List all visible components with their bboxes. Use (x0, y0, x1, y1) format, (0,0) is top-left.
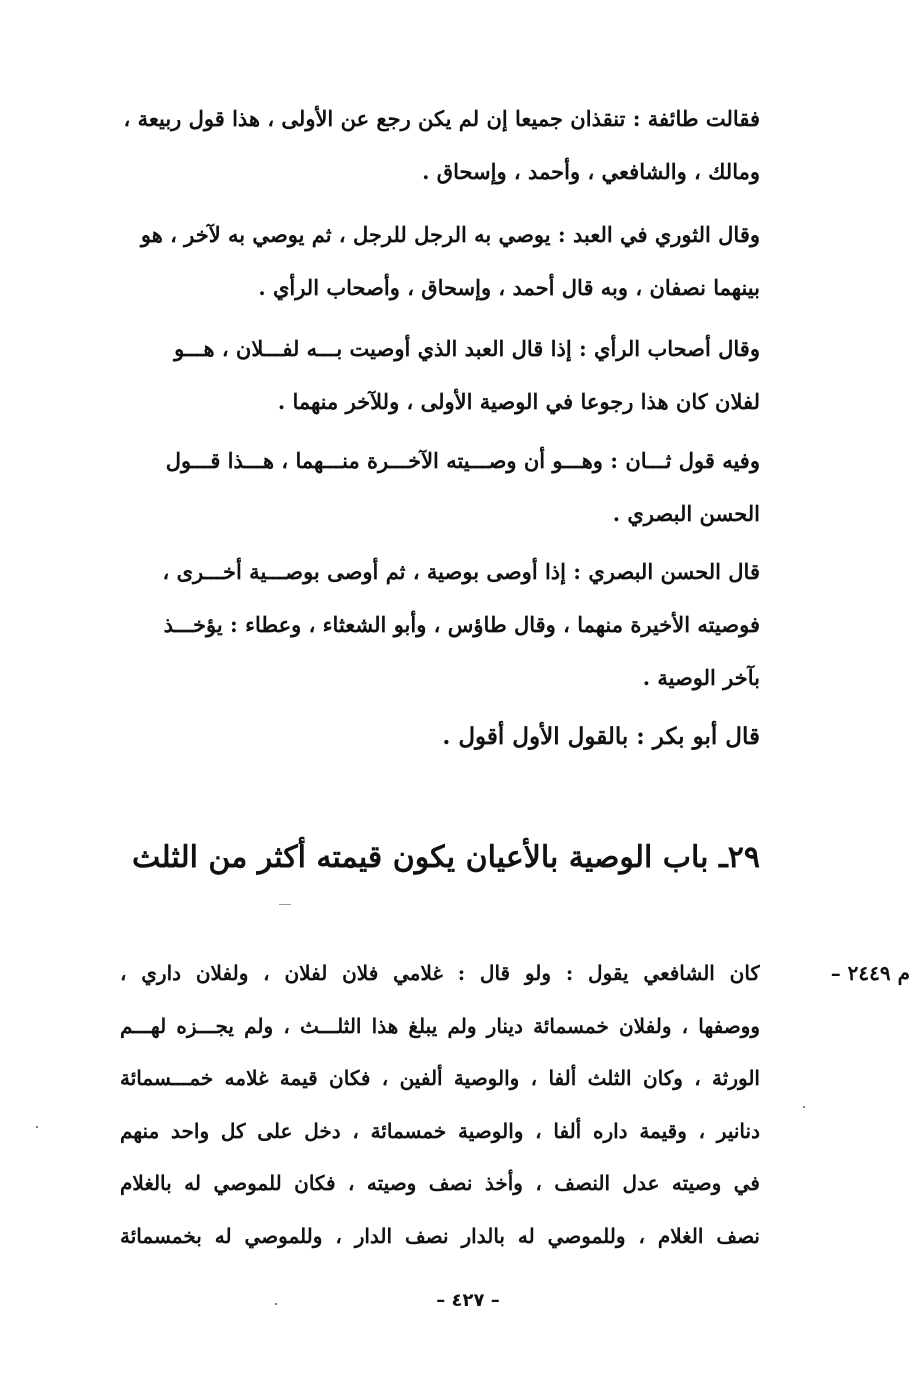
paragraph-line: بينهما نصفان ، وبه قال أحمد ، وإسحاق ، وأصحاب الرأي . (258, 275, 760, 300)
paragraph-3 (120, 322, 760, 428)
section-heading: ٢٩ـ باب الوصية بالأعيان يكون قيمته أكثر من الثلث (132, 840, 760, 875)
paragraph-line: وقال أصحاب الرأي : إذا قال العبد الذي أوصيت بـــه لفـــلان ، هـــو (174, 336, 760, 361)
paragraph-abu-bakr (120, 710, 760, 763)
hadith-line: ووصفها ، ولفلان خمسمائة دينار ولم يبلغ هذا الثلـــث ، ولم يجـــزه لهـــم (120, 1013, 760, 1038)
hadith-line: الورثة ، وكان الثلث ألفا ، والوصية ألفين ، فكان قيمة غلامه خمـــسمائة (120, 1066, 760, 1090)
paragraph-line: لفلان كان هذا رجوعا في الوصية الأولى ، وللآخر منهما . (277, 389, 760, 414)
paragraph-line: قال أبو بكر : بالقول الأول أقول . (442, 723, 760, 750)
paragraph-line: فقالت طائفة : تنقذان جميعا إن لم يكن رجع عن الأولى ، هذا قول ربيعة ، (123, 106, 760, 131)
paragraph-line: بآخر الوصية . (642, 665, 760, 690)
hadith-line: دنانير ، وقيمة داره ألفا ، والوصية خمسمائة ، دخل على كل واحد منهم (120, 1118, 760, 1143)
hadith-line: كان الشافعي يقول : ولو قال : غلامي فلان لفلان ، ولفلان داري ، (120, 961, 760, 985)
paragraph-line: وقال الثوري في العبد : يوصي به الرجل للرجل ، ثم يوصي به لآخر ، هو (140, 222, 760, 247)
paragraph-5 (120, 545, 760, 704)
scan-speck (275, 1303, 277, 1305)
paragraph-line: قال الحسن البصري : إذا أوصى بوصية ، ثم أوصى بوصـــية أخـــرى ، (162, 559, 760, 584)
hadith-number: م ٢٤٤٩ – (830, 961, 910, 985)
page-number: – ٤٢٧ – (436, 1290, 500, 1311)
scan-speck (36, 1126, 38, 1128)
paragraph-1 (120, 92, 760, 198)
paragraph-line: فوصيته الأخيرة منهما ، وقال طاؤس ، وأبو الشعثاء ، وعطاء : يؤخـــذ (163, 612, 760, 637)
scan-speck (803, 1106, 805, 1108)
paragraph-line: ومالك ، والشافعي ، وأحمد ، وإسحاق . (422, 159, 760, 184)
heading-divider (279, 904, 291, 905)
paragraph-line: الحسن البصري . (612, 501, 760, 526)
paragraph-line: وفيه قول ثـــان : وهـــو أن وصـــيته الآخـــرة منـــهما ، هـــذا قـــول (165, 448, 760, 473)
hadith-text (120, 947, 760, 1262)
hadith-line: في وصيته عدل النصف ، وأخذ نصف وصيته ، فكان للموصي له بالغلام (120, 1171, 760, 1195)
paragraph-2 (120, 208, 760, 314)
paragraph-4 (120, 434, 760, 540)
hadith-line: نصف الغلام ، وللموصي له بالدار نصف الدار ، وللموصي له بخمسمائة (120, 1223, 760, 1248)
